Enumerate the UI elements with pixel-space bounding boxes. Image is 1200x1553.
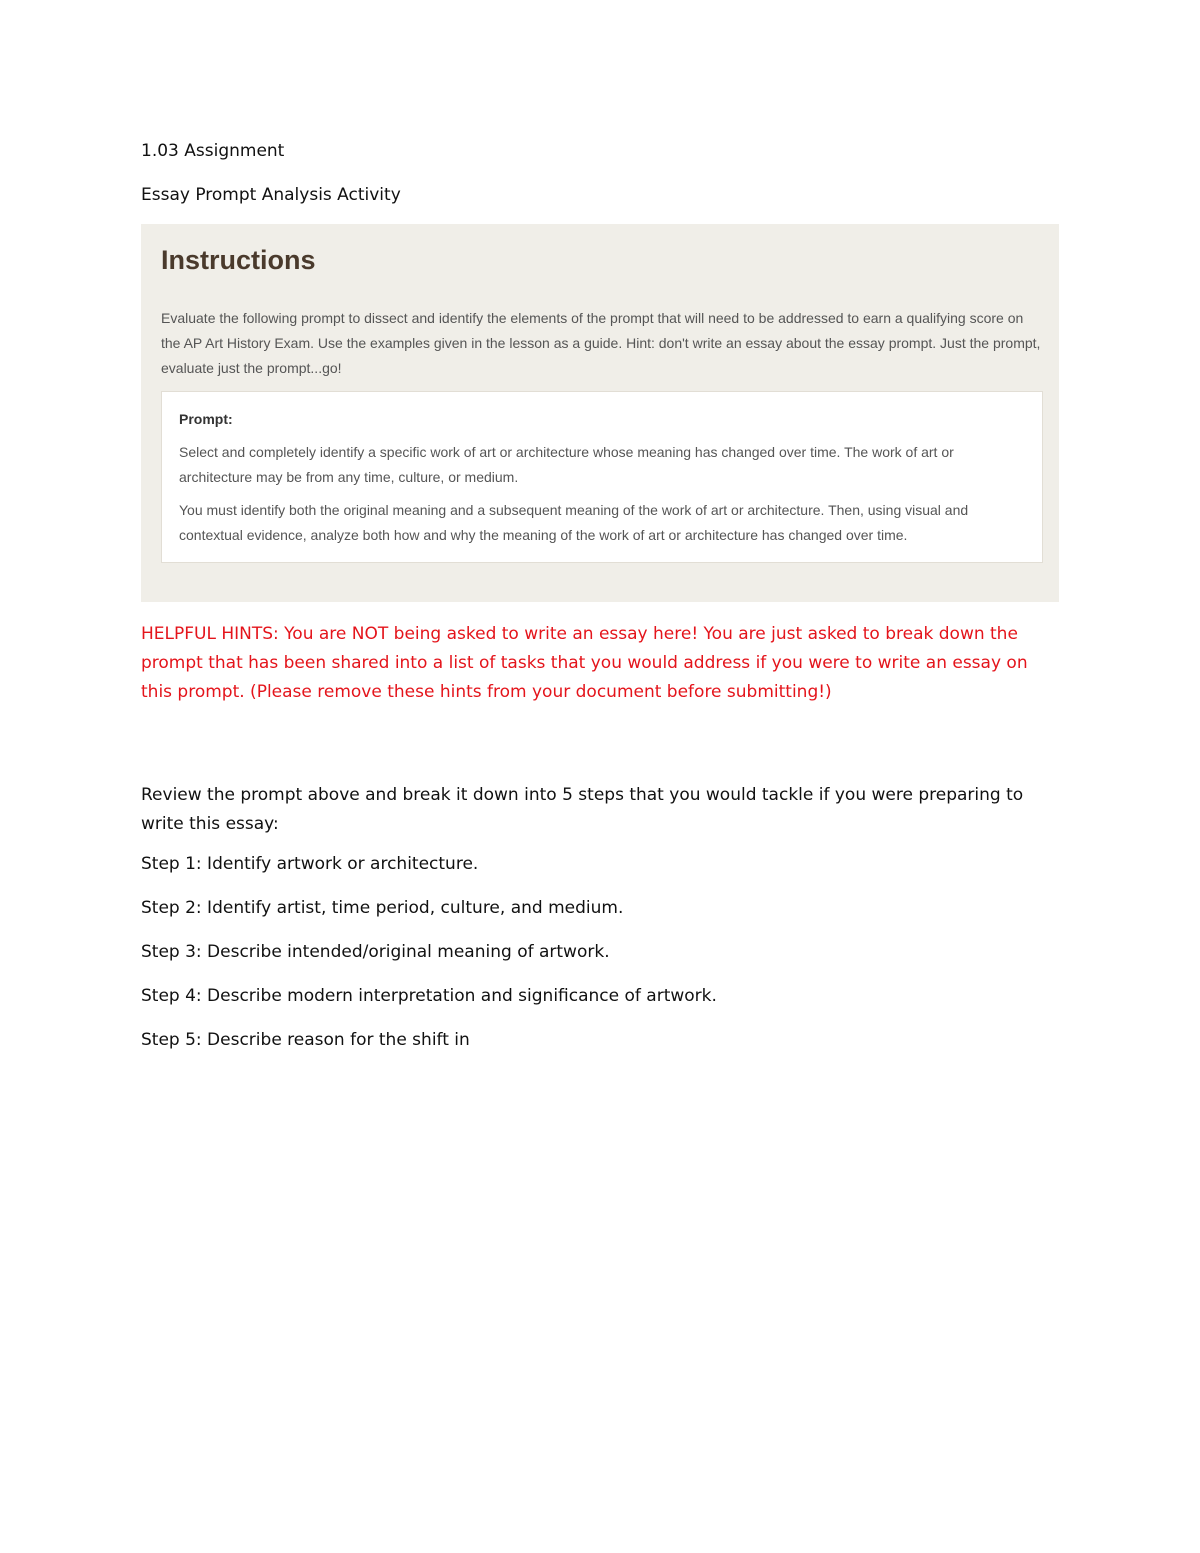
step-item: Step 1: Identify artwork or architecture.: [141, 854, 479, 874]
document-subtitle: Essay Prompt Analysis Activity: [141, 185, 401, 205]
steps-list: [141, 853, 1061, 1051]
step-item: Step 4: Describe modern interpretation and significance of artwork.: [141, 986, 717, 1006]
helpful-hints: HELPFUL HINTS: You are NOT being asked to write an essay here! You are just asked to break down the prompt that has been shared into a list of tasks that you would address if you were to write an essay on this prompt. (Please remove these hints from your document before submitting!): [141, 624, 1028, 702]
step-item: Step 2: Identify artist, time period, culture, and medium.: [141, 898, 624, 918]
prompt-card: [161, 391, 1043, 563]
instructions-heading: Instructions: [161, 245, 316, 275]
step-item: Step 5: Describe reason for the shift in: [141, 1030, 470, 1050]
review-instructions: Review the prompt above and break it down into 5 steps that you would tackle if you were preparing to write this essay:: [141, 785, 1024, 834]
step-item: Step 3: Describe intended/original meaning of artwork.: [141, 942, 610, 962]
document-title: 1.03 Assignment: [141, 141, 285, 161]
prompt-label: Prompt:: [179, 411, 233, 427]
document-page: [141, 140, 1061, 1073]
prompt-paragraph: You must identify both the original meaning and a subsequent meaning of the work of art or architecture. Then, using visual and contextual evidence, analyze both how and why the meaning of the work of art or architecture has changed over time.: [179, 502, 969, 543]
instructions-screenshot: [141, 224, 1059, 602]
prompt-paragraph: Select and completely identify a specific work of art or architecture whose meaning has changed over time. The work of art or architecture may be from any time, culture, or medium.: [179, 444, 954, 485]
instructions-text: Evaluate the following prompt to dissect and identify the elements of the prompt that will need to be addressed to earn a qualifying score on the AP Art History Exam. Use the examples given in the lesson as a guide. Hint: don't write an essay about the essay prompt. Just the prompt, evaluate just the prompt...go!: [161, 310, 1041, 376]
